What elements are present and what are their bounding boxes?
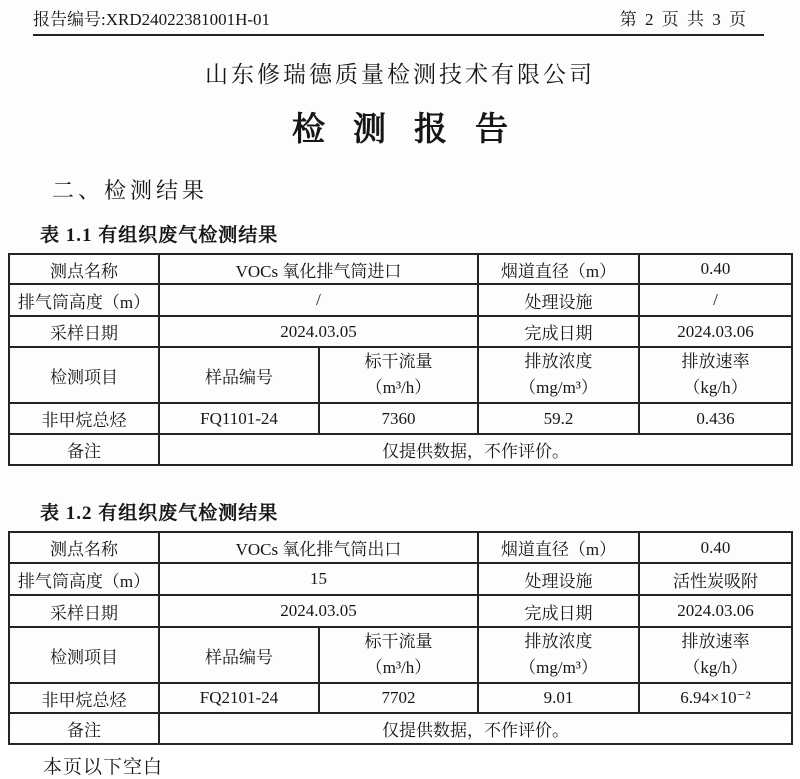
result-header-row xyxy=(9,627,792,683)
info-row xyxy=(9,254,792,284)
cell-field-value: 2024.03.05 xyxy=(159,595,478,627)
page-indicator: 第 2 页 共 3 页 xyxy=(619,10,748,29)
table1-emission-results xyxy=(8,253,793,466)
cell-field-label: 烟道直径（m） xyxy=(478,532,639,563)
report-title: 检测报告 xyxy=(292,112,536,148)
cell-rate-value: 6.94×10⁻² xyxy=(639,683,792,713)
cell-field-label: 测点名称 xyxy=(9,254,159,284)
info-row xyxy=(9,532,792,563)
cell-sample-no: FQ1101-24 xyxy=(159,403,319,434)
cell-column-header: 样品编号 xyxy=(159,347,319,403)
cell-column-header xyxy=(478,347,639,403)
end-of-page-note: 本页以下空白 xyxy=(43,757,164,778)
unit-header-line: 排放浓度 xyxy=(524,352,593,371)
cell-flow-value: 7702 xyxy=(319,683,478,713)
cell-field-value: 0.40 xyxy=(639,254,792,284)
cell-remark-value: 仅提供数据，不作评价。 xyxy=(159,434,792,465)
cell-column-header: 样品编号 xyxy=(159,627,319,683)
cell-field-value: 0.40 xyxy=(639,532,792,563)
report-number: 报告编号:XRD24022381001H-01 xyxy=(33,10,271,29)
cell-rate-value: 0.436 xyxy=(639,403,792,434)
cell-field-value: / xyxy=(639,284,792,316)
cell-field-value: 2024.03.05 xyxy=(159,316,478,347)
remark-row xyxy=(9,713,792,744)
table1-caption: 表 1.1 有组织废气检测结果 xyxy=(40,225,279,246)
cell-sample-no: FQ2101-24 xyxy=(159,683,319,713)
table2-caption: 表 1.2 有组织废气检测结果 xyxy=(40,503,279,524)
cell-column-header xyxy=(639,627,792,683)
cell-column-header xyxy=(639,347,792,403)
cell-field-label: 排气筒高度（m） xyxy=(9,284,159,316)
cell-field-label: 处理设施 xyxy=(478,563,639,595)
cell-item-name: 非甲烷总烃 xyxy=(9,683,159,713)
info-row xyxy=(9,316,792,347)
cell-remark-label: 备注 xyxy=(9,434,159,465)
cell-field-label: 测点名称 xyxy=(9,532,159,563)
unit-header-line: （m³/h） xyxy=(365,658,432,677)
unit-header-line: （kg/h） xyxy=(683,658,748,677)
cell-concentration-value: 9.01 xyxy=(478,683,639,713)
cell-item-name: 非甲烷总烃 xyxy=(9,403,159,434)
result-row xyxy=(9,683,792,713)
cell-field-value: 15 xyxy=(159,563,478,595)
info-row xyxy=(9,284,792,316)
unit-header-line: 标干流量 xyxy=(364,352,433,371)
unit-header-line: （mg/m³） xyxy=(519,658,598,677)
info-row xyxy=(9,595,792,627)
cell-concentration-value: 59.2 xyxy=(478,403,639,434)
cell-remark-label: 备注 xyxy=(9,713,159,744)
cell-field-value: 2024.03.06 xyxy=(639,316,792,347)
cell-field-label: 完成日期 xyxy=(478,316,639,347)
unit-header-line: 排放浓度 xyxy=(524,632,593,651)
cell-field-label: 采样日期 xyxy=(9,316,159,347)
cell-field-label: 处理设施 xyxy=(478,284,639,316)
remark-row xyxy=(9,434,792,465)
cell-field-label: 完成日期 xyxy=(478,595,639,627)
cell-column-header xyxy=(478,627,639,683)
cell-field-label: 烟道直径（m） xyxy=(478,254,639,284)
section-title: 二、检测结果 xyxy=(52,178,209,203)
cell-column-header xyxy=(319,627,478,683)
result-header-row xyxy=(9,347,792,403)
cell-field-label: 排气筒高度（m） xyxy=(9,563,159,595)
cell-remark-value: 仅提供数据，不作评价。 xyxy=(159,713,792,744)
cell-field-value: / xyxy=(159,284,478,316)
cell-flow-value: 7360 xyxy=(319,403,478,434)
unit-header-line: 排放速率 xyxy=(681,352,750,371)
unit-header-line: （kg/h） xyxy=(683,378,748,397)
company-name: 山东修瑞德质量检测技术有限公司 xyxy=(205,62,595,87)
cell-column-header: 检测项目 xyxy=(9,627,159,683)
page-header xyxy=(33,0,764,36)
cell-column-header xyxy=(319,347,478,403)
cell-field-label: 采样日期 xyxy=(9,595,159,627)
unit-header-line: 标干流量 xyxy=(364,632,433,651)
cell-field-value: VOCs 氧化排气筒进口 xyxy=(159,254,478,284)
unit-header-line: （m³/h） xyxy=(365,378,432,397)
unit-header-line: （mg/m³） xyxy=(519,378,598,397)
result-row xyxy=(9,403,792,434)
unit-header-line: 排放速率 xyxy=(681,632,750,651)
table2-emission-results xyxy=(8,531,793,745)
info-row xyxy=(9,563,792,595)
cell-column-header: 检测项目 xyxy=(9,347,159,403)
cell-field-value: 活性炭吸附 xyxy=(639,563,792,595)
cell-field-value: 2024.03.06 xyxy=(639,595,792,627)
cell-field-value: VOCs 氧化排气筒出口 xyxy=(159,532,478,563)
